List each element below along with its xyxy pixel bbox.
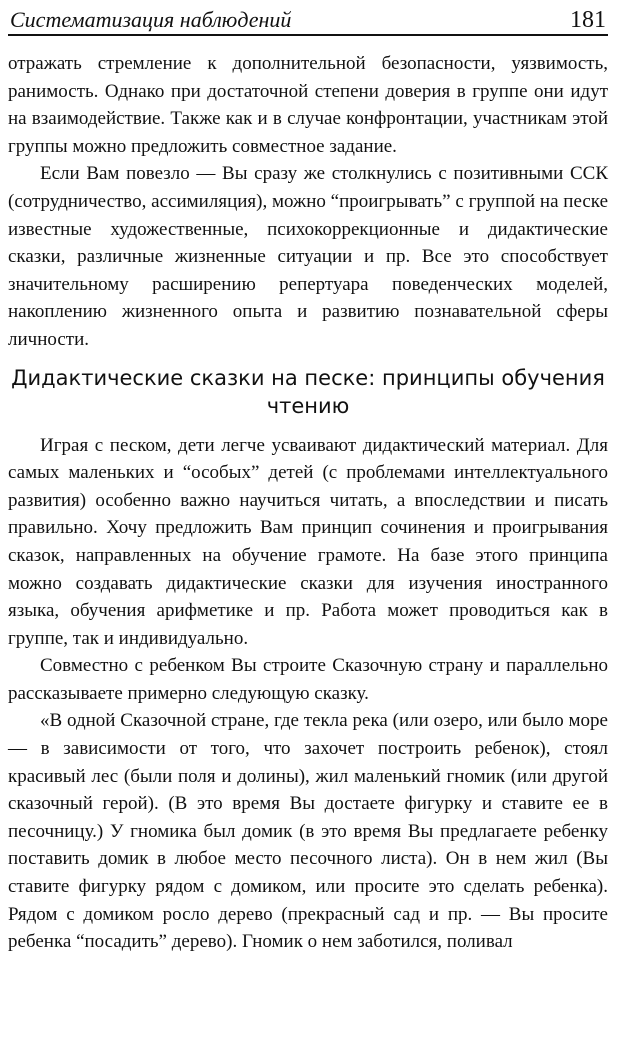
section-heading: Дидактические сказки на песке: принципы обучения чтению xyxy=(11,365,605,418)
page-number: 181 xyxy=(570,7,606,33)
paragraph: отражать стремление к дополнительной безопасности, уязвимость, ранимость. Однако при достаточной степени доверия в группе они идут на взаимодействие. Также как и в случае конфронтации, участникам этой группы можно предложить совместное задание. xyxy=(8,53,608,157)
body-text xyxy=(8,50,608,956)
paragraph: Если Вам повезло — Вы сразу же столкнулись с позитивными ССК (сотрудничество, ассимиляция), можно “проигрывать” с группой на песке известные художественные, психокоррекционные и дидактические сказки, различные жизненные ситуации и пр. Все это способствует значительному расширению репертуара поведенческих моделей, накоплению жизненного опыта и развитию познавательной сферы личности. xyxy=(8,163,608,350)
paragraph: «В одной Сказочной стране, где текла река (или озеро, или было море — в зависимости от того, что захочет построить ребенок), стоял красивый лес (были поля и долины), жил маленький гномик (или другой сказочный герой). (В это время Вы достаете фигурку и ставите ее в песочницу.) У гномика был домик (в это время Вы предлагаете ребенку поставить домик в любое место песочного листа). Он в нем жил (Вы ставите фигурку рядом с домиком, или просите это сделать ребенка). Рядом с домиком росло дерево (прекрасный сад и пр. — Вы просите ребенка “посадить” дерево). Гномик о нем заботился, поливал xyxy=(8,710,608,953)
paragraph: Играя с песком, дети легче усваивают дидактический материал. Для самых маленьких и “особых” детей (с проблемами интеллектуального развития) особенно важно научиться читать, а впоследствии и писать правильно. Хочу предложить Вам принцип сочинения и проигрывания сказок, направленных на обучение грамоте. На базе этого принципа можно создавать дидактические сказки для изучения иностранного языка, обучения арифметике и пр. Работа может проводиться как в группе, так и индивидуально. xyxy=(8,434,608,649)
paragraph: Совместно с ребенком Вы строите Сказочную страну и параллельно рассказываете примерно следующую сказку. xyxy=(8,655,608,704)
running-title: Систематизация наблюдений xyxy=(10,7,292,32)
page-header xyxy=(8,0,608,36)
